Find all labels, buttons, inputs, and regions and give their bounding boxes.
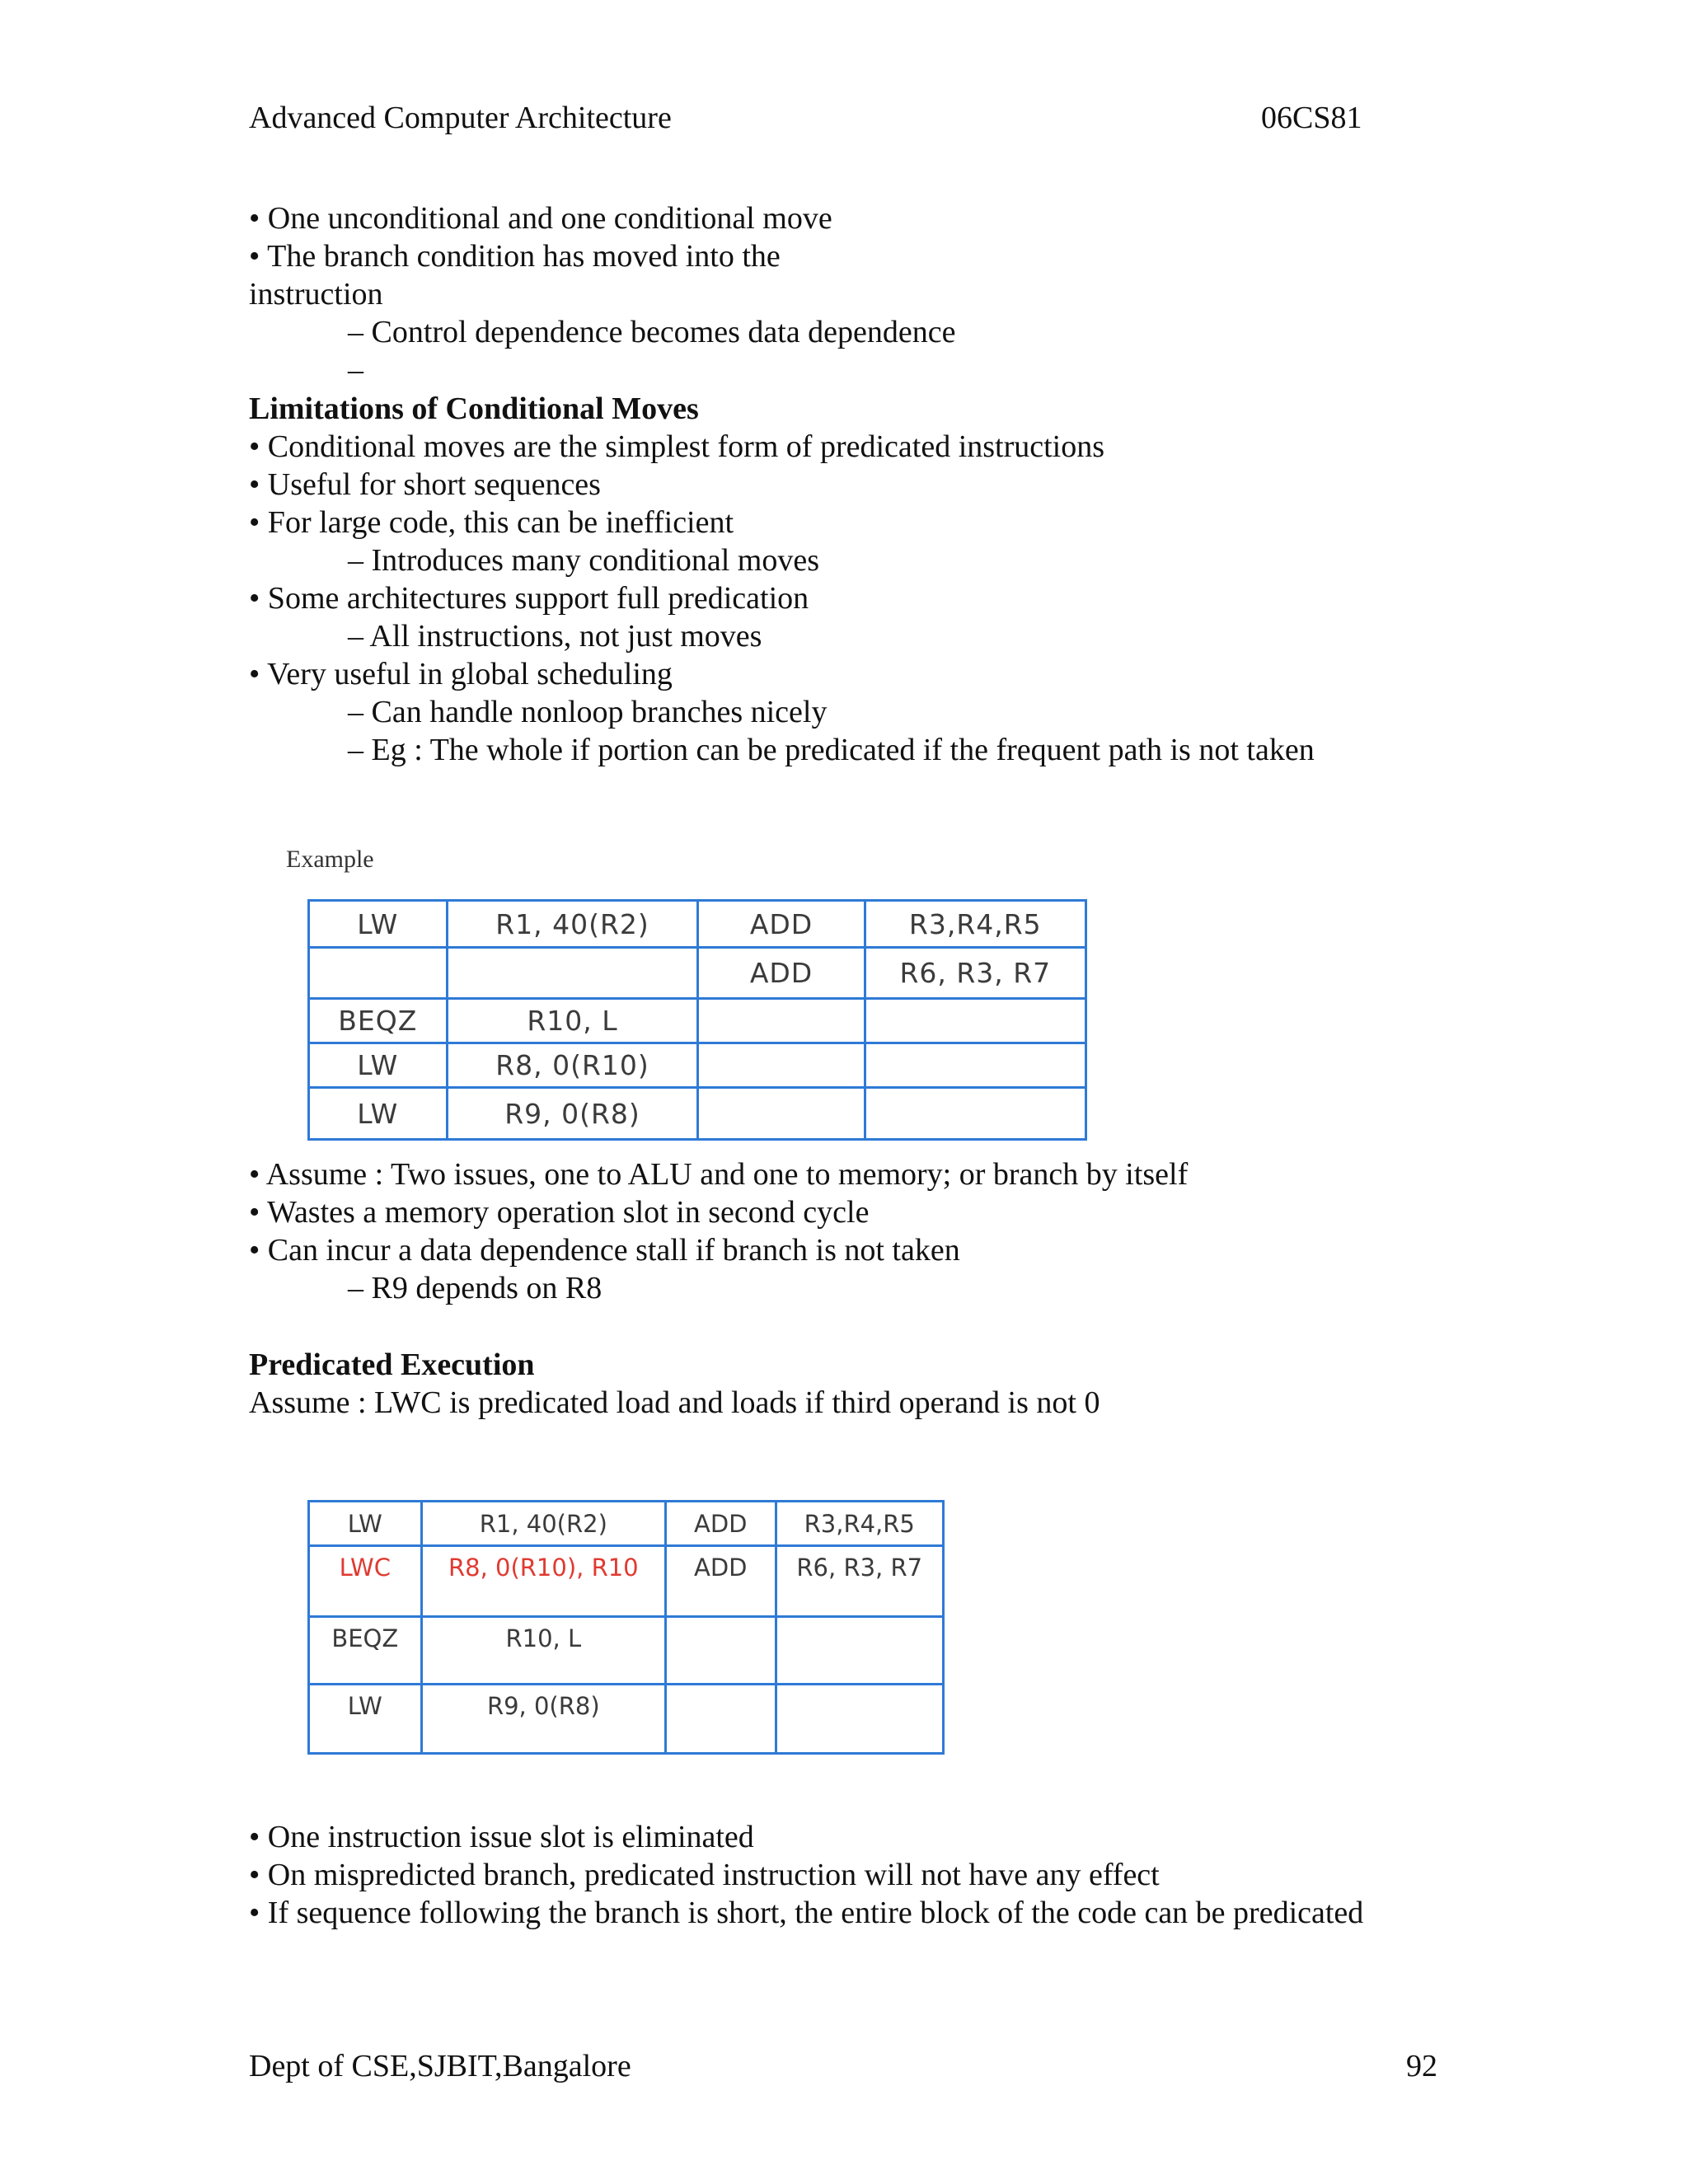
table-row — [309, 1088, 1086, 1140]
intro-bullet-2: • The branch condition has moved into the — [249, 239, 781, 274]
table-cell: R3,R4,R5 — [776, 1502, 944, 1546]
table-cell: LW — [309, 1088, 448, 1140]
assume-sub-3: – R9 depends on R8 — [348, 1271, 603, 1305]
table-cell: R8, 0(R10) — [447, 1043, 698, 1088]
limitations-bullet-2: • Useful for short sequences — [249, 467, 601, 502]
table-cell: R9, 0(R8) — [421, 1685, 665, 1754]
table-row — [309, 948, 1086, 999]
assume-bullet-3: • Can incur a data dependence stall if branch is not taken — [249, 1233, 960, 1268]
table-cell — [666, 1685, 776, 1754]
table-cell: R1, 40(R2) — [421, 1502, 665, 1546]
table-cell: ADD — [698, 948, 865, 999]
limitations-heading: Limitations of Conditional Moves — [249, 391, 699, 426]
table-cell: R3,R4,R5 — [865, 901, 1085, 948]
table-cell — [447, 948, 698, 999]
limitations-sub-5a: – Can handle nonloop branches nicely — [348, 695, 828, 729]
intro-bullet-1: • One unconditional and one conditional move — [249, 201, 832, 236]
table-cell — [698, 1088, 865, 1140]
table-cell: R6, R3, R7 — [865, 948, 1085, 999]
table-row — [309, 901, 1086, 948]
table-cell — [865, 1043, 1085, 1088]
predicated-table — [307, 1500, 945, 1755]
table-cell: BEQZ — [309, 1617, 422, 1685]
example-table — [307, 899, 1087, 1141]
table-cell: ADD — [666, 1546, 776, 1617]
table-cell — [865, 1088, 1085, 1140]
table-cell — [309, 948, 448, 999]
table-cell: R9, 0(R8) — [447, 1088, 698, 1140]
table-cell-highlighted: LWC — [309, 1546, 422, 1617]
intro-sub-2: – — [348, 353, 363, 387]
limitations-sub-3: – Introduces many conditional moves — [348, 543, 819, 578]
closing-bullet-1: • One instruction issue slot is eliminated — [249, 1820, 754, 1854]
limitations-bullet-1: • Conditional moves are the simplest form of predicated instructions — [249, 429, 1105, 464]
table-cell: LW — [309, 1685, 422, 1754]
table-cell: R1, 40(R2) — [447, 901, 698, 948]
table-cell — [698, 999, 865, 1043]
table-cell — [776, 1685, 944, 1754]
closing-bullet-3: • If sequence following the branch is short, the entire block of the code can be predicated — [249, 1896, 1364, 1930]
table-row — [309, 1502, 944, 1546]
footer-page-number: 92 — [1406, 2049, 1437, 2083]
header-title: Advanced Computer Architecture — [249, 101, 672, 135]
table-cell: LW — [309, 901, 448, 948]
predicated-assumption: Assume : LWC is predicated load and loads if third operand is not 0 — [249, 1385, 1100, 1420]
assume-bullet-1: • Assume : Two issues, one to ALU and one to memory; or branch by itself — [249, 1157, 1189, 1192]
example-label: Example — [286, 846, 374, 873]
intro-sub-1: – Control dependence becomes data dependence — [348, 315, 956, 349]
table-row — [309, 1685, 944, 1754]
table-row-predicated-load — [309, 1546, 944, 1617]
table-row — [309, 1617, 944, 1685]
table-cell — [698, 1043, 865, 1088]
table-cell: R10, L — [421, 1617, 665, 1685]
footer-dept: Dept of CSE,SJBIT,Bangalore — [249, 2049, 631, 2083]
limitations-bullet-5: • Very useful in global scheduling — [249, 657, 673, 691]
table-cell: R10, L — [447, 999, 698, 1043]
limitations-bullet-4: • Some architectures support full predication — [249, 581, 809, 616]
table-cell: ADD — [666, 1502, 776, 1546]
table-cell: ADD — [698, 901, 865, 948]
table-cell — [865, 999, 1085, 1043]
table-row — [309, 999, 1086, 1043]
table-cell — [776, 1617, 944, 1685]
table-cell: LW — [309, 1502, 422, 1546]
limitations-sub-4: – All instructions, not just moves — [348, 619, 762, 654]
intro-bullet-2-cont: instruction — [249, 277, 383, 312]
closing-bullet-2: • On mispredicted branch, predicated instruction will not have any effect — [249, 1858, 1160, 1892]
table-cell: BEQZ — [309, 999, 448, 1043]
predicated-heading: Predicated Execution — [249, 1347, 535, 1382]
table-cell: LW — [309, 1043, 448, 1088]
table-cell: R6, R3, R7 — [776, 1546, 944, 1617]
limitations-sub-5b: – Eg : The whole if portion can be predicated if the frequent path is not taken — [348, 733, 1315, 767]
table-row — [309, 1043, 1086, 1088]
table-cell-highlighted: R8, 0(R10), R10 — [421, 1546, 665, 1617]
limitations-bullet-3: • For large code, this can be inefficient — [249, 505, 734, 540]
header-course-code: 06CS81 — [1261, 101, 1362, 135]
assume-bullet-2: • Wastes a memory operation slot in second cycle — [249, 1195, 870, 1230]
table-cell — [666, 1617, 776, 1685]
